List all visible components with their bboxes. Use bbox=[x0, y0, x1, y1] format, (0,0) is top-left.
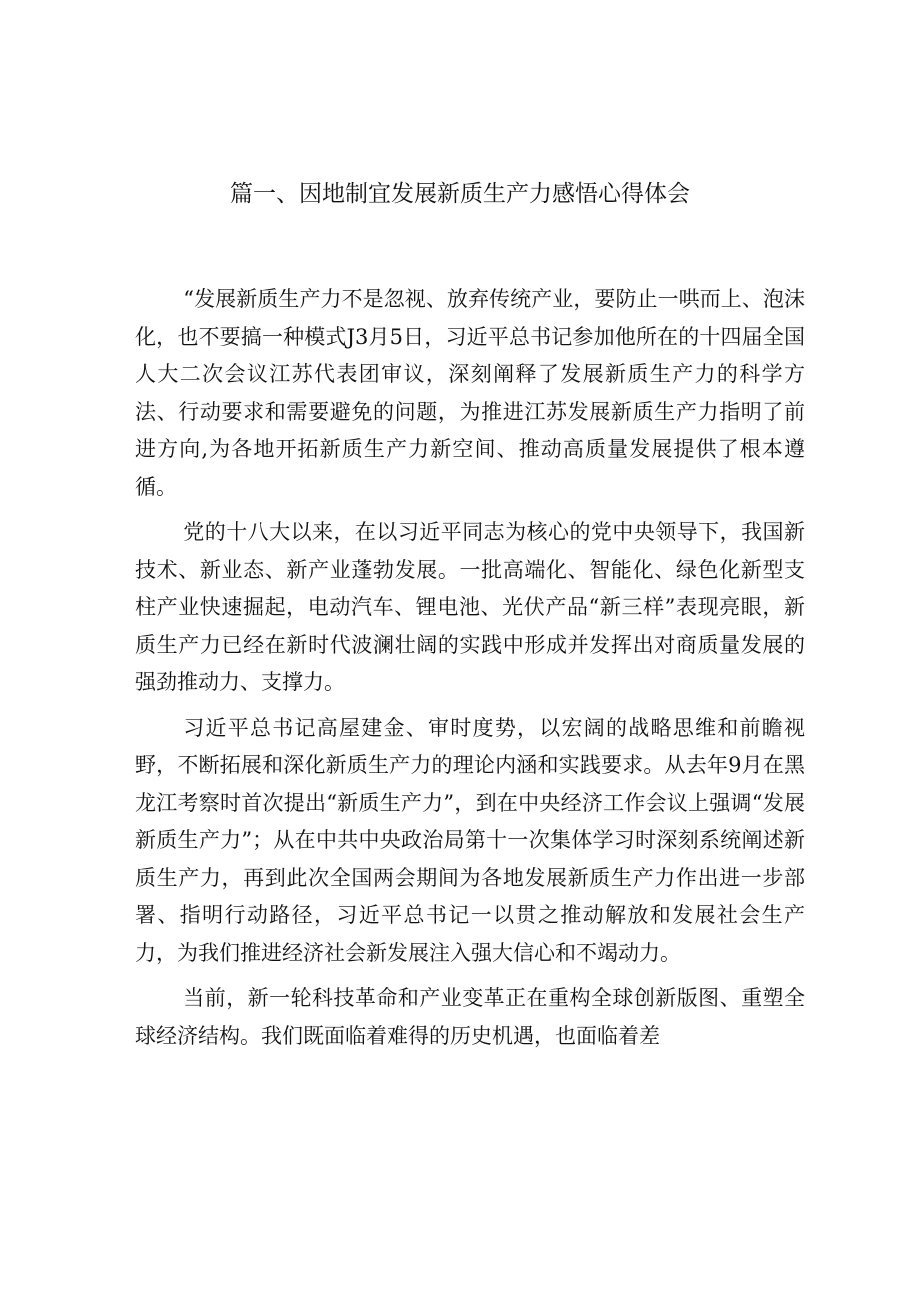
paragraph: 习近平总书记高屋建金、审时度势，以宏阔的战略思维和前瞻视野，不断拓展和深化新质生产力的理论内涵和实践要求。从去年9月在黑龙江考察时首次提出“新质生产力”，到在中央经济工作会议上强调“发展新质生产力”；从在中共中央政治局第十一次集体学习时深刻系统阐述新质生产力，再到此次全国两会期间为各地发展新质生产力作出进一步部署、指明行动路径，习近平总书记一以贯之推动解放和发展社会生产力，为我们推进经济社会新发展注入强大信心和不竭动力。 bbox=[135, 715, 805, 965]
paragraph: 党的十八大以来，在以习近平同志为核心的党中央领导下，我国新技术、新业态、新产业蓬勃发展。一批高端化、智能化、绿色化新型支柱产业快速掘起，电动汽车、锂电池、光伏产品“新三样”表现亮眼，新质生产力已经在新时代波澜壮阔的实践中形成并发挥出对商质量发展的强劲推动力、支撑力。 bbox=[135, 520, 805, 694]
paragraph: “发展新质生产力不是忽视、放弃传统产业，要防止一哄而上、泡沫化，也不要搞一种模式J3月5日，习近平总书记参加他所在的十四届全国人大二次会议江苏代表团审议，深刻阐释了发展新质生产力的科学方法、行动要求和需要避免的问题，为推进江苏发展新质生产力指明了前进方向,为各地开拓新质生产力新空间、推动高质量发展提供了根本遵循。 bbox=[135, 287, 805, 499]
paragraph: 当前，新一轮科技革命和产业变革正在重构全球创新版图、重塑全球经济结构。我们既面临着难得的历史机遇，也面临着差 bbox=[135, 986, 805, 1048]
document-title: 篇一、因地制宜发展新质生产力感悟心得体会 bbox=[230, 181, 690, 207]
document-body bbox=[135, 281, 805, 1055]
